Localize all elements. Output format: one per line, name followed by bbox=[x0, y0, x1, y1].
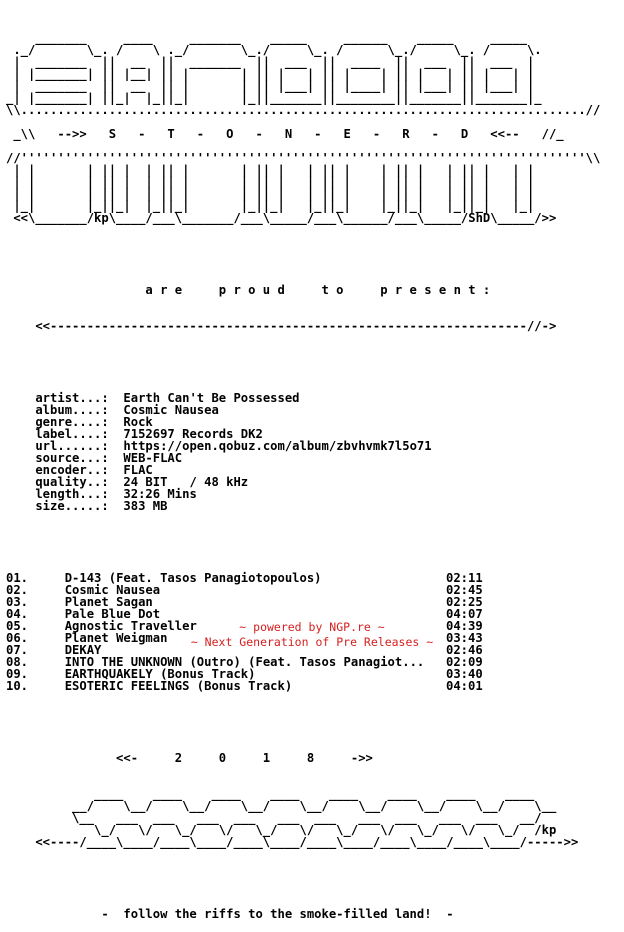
track-time: 03:40 bbox=[446, 667, 483, 681]
track-time: 02:11 bbox=[446, 571, 483, 585]
track-title: INTO THE UNKNOWN (Outro) (Feat. Tasos Panagiot... bbox=[64, 655, 425, 669]
track-number: 10. bbox=[6, 679, 29, 693]
header-art-line: _\\ -->> S - T - O - N - E - R - D <<-- //_ bbox=[6, 127, 564, 141]
bottom-art-line: \_/ \/ \_/ \/ \_/ \/ \_/ \/ \_/ \/ \_/ /kp bbox=[6, 823, 557, 837]
track-time: 02:09 bbox=[446, 655, 483, 669]
footer-powered-by: ~ powered by NGP.re ~ bbox=[239, 620, 385, 634]
info-value: FLAC bbox=[108, 463, 153, 477]
info-value: Earth Can't Be Possessed bbox=[108, 391, 300, 405]
info-value: Rock bbox=[108, 415, 153, 429]
track-time: 02:45 bbox=[446, 583, 483, 597]
track-time: 02:25 bbox=[446, 595, 483, 609]
header-art-line: | |_______| || |__| || | | || | | || | | || | | || | | | bbox=[6, 67, 535, 81]
present-line: a r e p r o u d t o p r e s e n t : bbox=[6, 283, 491, 297]
track-title: Agnostic Traveller bbox=[64, 619, 197, 633]
header-art-line: | | | || | | || | | || | | || | | || | | || | | | bbox=[6, 175, 535, 189]
header-art-line: //'''''''''''''''''''''''''''''''''''''''''''''''''''''''''''''''''''''''''''''\\ bbox=[6, 151, 601, 165]
header-art-line: | _______ || __ || | | || |___| || |____| || |___| || |___| | bbox=[6, 79, 535, 93]
bottom-art-line: __/ \__/ \__/ \__/ \__/ \__/ \__/ \__/ \__ bbox=[6, 799, 557, 813]
track-number: 06. bbox=[6, 631, 29, 645]
track-number: 09. bbox=[6, 667, 29, 681]
bottom-art-line: \__ ___ ___ ___ ___ ___ ___ ___ ___ ___ ___ __/ bbox=[6, 811, 542, 825]
info-row bbox=[6, 500, 618, 512]
track-number: 01. bbox=[6, 571, 29, 585]
tagline: - follow the riffs to the smoke-filled land! - bbox=[6, 907, 454, 921]
info-value: Cosmic Nausea bbox=[108, 403, 219, 417]
info-key: quality..: bbox=[6, 475, 109, 489]
header-art-line: _| |_______| ||_| |_||_| |_||_______||________||_______||_______|_ bbox=[6, 91, 542, 105]
track-title: Planet Sagan bbox=[64, 595, 153, 609]
header-art-line: | | | || | | || | | || | | || | | || | | || | | | bbox=[6, 187, 535, 201]
header-art-line: \\.............................................................................// bbox=[6, 103, 601, 117]
bottom-art-line: <<----/____\____/____\____/____\____/____\____/____\____/____\____/----->> bbox=[6, 835, 579, 849]
track-title: Planet Weigman bbox=[64, 631, 168, 645]
track-title: Cosmic Nausea bbox=[64, 583, 161, 597]
track-title: EARTHQUAKELY (Bonus Track) bbox=[64, 667, 256, 681]
header-art-line: |_| |_||_| |_||_| |_||_| |_||_| |_||_| |_||_| |_| bbox=[6, 199, 535, 213]
info-value: 7152697 Records DK2 bbox=[108, 427, 263, 441]
info-value: https://open.qobuz.com/album/zbvhvmk7l5o71 bbox=[108, 439, 432, 453]
track-number: 04. bbox=[6, 607, 29, 621]
header-art-line: | | | || | | || | | || | | || | | || | | || | | | bbox=[6, 163, 535, 177]
info-key: source...: bbox=[6, 451, 109, 465]
info-key: length...: bbox=[6, 487, 109, 501]
header-logo-art bbox=[6, 32, 618, 224]
header-art-line: <<\_______/kp\____/___\_______/___\_____/___\______/___\_____/ShD\_____/>> bbox=[6, 211, 557, 225]
info-key: label....: bbox=[6, 427, 109, 441]
info-key: encoder..: bbox=[6, 463, 109, 477]
track-title: ESOTERIC FEELINGS (Bonus Track) bbox=[64, 679, 293, 693]
bottom-logo-art bbox=[6, 788, 618, 848]
info-key: size.....: bbox=[6, 499, 109, 513]
track-number: 03. bbox=[6, 595, 29, 609]
header-art-line: _______ ____ _______ _____ ______ _____ _____ bbox=[6, 31, 527, 45]
bottom-art-line: ____ ____ ____ ____ ____ ____ ____ ____ bbox=[6, 787, 535, 801]
track-number: 07. bbox=[6, 643, 29, 657]
info-value: 24 BIT / 48 kHz bbox=[108, 475, 249, 489]
info-value: 32:26 Mins bbox=[108, 487, 197, 501]
release-info bbox=[6, 392, 618, 512]
track-number: 08. bbox=[6, 655, 29, 669]
info-key: genre....: bbox=[6, 415, 109, 429]
track-time: 04:07 bbox=[446, 607, 483, 621]
divider-line: <<-----------------------------------------------------------------//-> bbox=[6, 319, 557, 333]
track-title: D-143 (Feat. Tasos Panagiotopoulos) bbox=[64, 571, 322, 585]
year-line: <<- 2 0 1 8 ->> bbox=[6, 751, 373, 765]
header-art-line: | _______ || __ || _______ || ___ || ____ || ___ || ___ | bbox=[6, 55, 535, 69]
info-value: WEB-FLAC bbox=[108, 451, 183, 465]
info-key: artist...: bbox=[6, 391, 109, 405]
footer-next-generation: ~ Next Generation of Pre Releases ~ bbox=[190, 635, 434, 649]
nfo-document bbox=[6, 8, 618, 932]
track-time: 02:46 bbox=[446, 643, 483, 657]
track-title: DEKAY bbox=[64, 643, 102, 657]
track-time: 04:39 bbox=[446, 619, 483, 633]
track-row bbox=[6, 680, 618, 692]
info-value: 383 MB bbox=[108, 499, 168, 513]
track-time: 03:43 bbox=[446, 631, 483, 645]
track-time: 04:01 bbox=[446, 679, 483, 693]
track-title: Pale Blue Dot bbox=[64, 607, 161, 621]
header-art-line: ._/ \_. / \ ._/ \_./ \_. / \_./ \_. / \. bbox=[6, 43, 542, 57]
track-number: 02. bbox=[6, 583, 29, 597]
info-key: album....: bbox=[6, 403, 109, 417]
info-key: url......: bbox=[6, 439, 109, 453]
track-number: 05. bbox=[6, 619, 29, 633]
